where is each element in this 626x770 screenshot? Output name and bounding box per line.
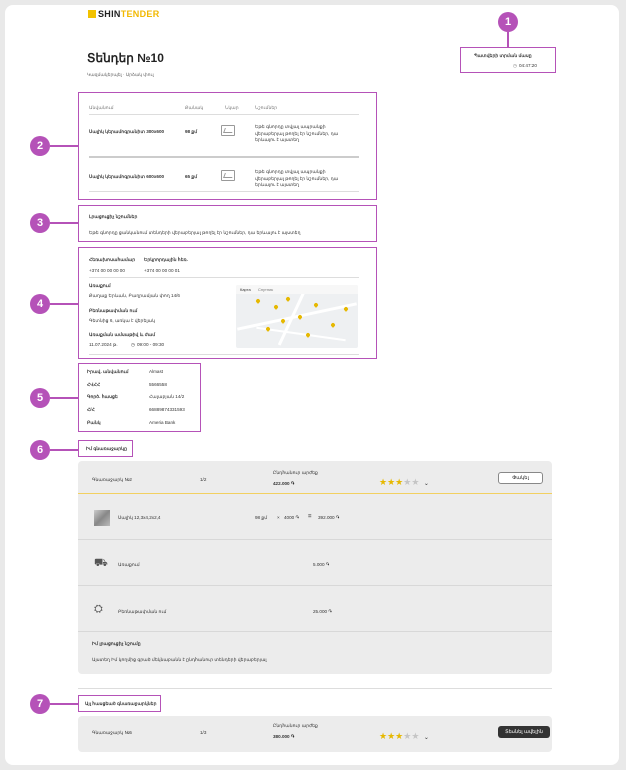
notes-title: Իմ լրացուցիչ նշումը [92,641,141,646]
star-filled-icon: ★ [379,477,388,487]
star-filled-icon: ★ [395,477,404,487]
callout-badge-6: 6 [30,440,50,460]
calc-result: 392.000 ֏ [318,515,340,520]
divider [78,631,552,632]
star-empty-icon: ★ [403,731,412,741]
date-value: 11.07.2024 թ. [89,342,118,347]
close-offer-button[interactable]: Փակել [498,472,543,484]
map-tab-satellite[interactable]: Спутник [258,287,274,292]
col-header-image: Նկար [225,105,239,110]
callout-line [50,449,78,451]
rating-stars [379,472,429,490]
extra-notes-box [78,205,377,242]
image-icon[interactable] [221,125,235,136]
chevron-down-icon[interactable]: ⌄ [423,735,429,741]
chevron-down-icon[interactable]: ⌄ [423,481,429,487]
shintender-logo[interactable]: SHINTENDER [88,9,160,19]
star-filled-icon: ★ [387,477,396,487]
time-value: 09:00 - 09:30 [137,342,165,347]
multiply-icon: × [277,515,280,520]
extra-notes-title: Լրացուցիչ նշումներ [89,214,138,219]
loader-icon: ⛭ [94,603,103,615]
phone2-value: +374 00 00 00 01 [144,268,180,273]
divider [78,493,552,494]
calc-qty: 98 քմ [255,515,268,520]
offer-label: Գնառաջարկ №2 [92,477,132,482]
page-title: Տենդեր №10 [87,51,164,65]
star-filled-icon: ★ [379,731,388,741]
company-label: Գործ. հասցե [87,394,118,399]
company-label: Իրավ. անվանում [87,369,129,374]
divider [89,354,359,355]
items-table [78,92,377,200]
item-qty: 98 քմ [185,129,198,134]
callout-badge-3: 3 [30,213,50,233]
notes-text: Այստեղ Իմ կողմից գրած մեկնաբանն է ընդհանուր տենդերի վերաբերյալ [92,657,267,662]
callout-badge-2: 2 [30,136,50,156]
total-value: 422.000 ֏ [273,481,295,486]
col-header-notes: Նշումներ [255,105,278,110]
callout-line [50,222,78,224]
total-label: Ընդհանուր արժեք [273,723,318,728]
map-pin-icon [255,298,261,304]
section-title: Իմ գնառաջարկը [86,446,128,451]
map-pin-icon [313,302,319,308]
map-pin-icon [265,326,271,332]
company-value: 66889874331593 [149,407,185,412]
unload-label: Բեռնաթափման ում [89,308,138,313]
unload-label: Բեռնաթափման ում [118,609,167,614]
col-header-qty: Քանակ [185,105,204,110]
company-value: Ameria Bank [149,420,176,425]
company-value: Almast [149,369,164,374]
date-label: Առաքման ամսաթիվ և ժամ [89,332,156,337]
offer-count: 1/3 [200,730,207,735]
total-label: Ընդհանուր արժեք [273,470,318,475]
callout-line [50,703,78,705]
callout-line [50,303,78,305]
unload-price: 25.000 ֏ [313,609,332,614]
company-label: Բանկ [87,420,101,425]
map-toolbar [236,285,358,294]
callout-badge-7: 7 [30,694,50,714]
section-title: Այլ հասցեած գնառաջարկներ [85,701,157,706]
map-pin-icon [285,296,291,302]
star-filled-icon: ★ [395,731,404,741]
product-thumbnail [94,510,110,526]
phone-value: +374 00 00 00 00 [89,268,125,273]
offer-label: Գնառաջարկ №5 [92,730,132,735]
item-note: Եթե գնորդը տվյալ ապրանքի վերաբերյալ թողել էր նշումներ, դա երևալու է այստեղ [255,169,339,187]
offer-count: 1/2 [200,477,207,482]
rating-stars [379,726,429,744]
breadcrumb: Կազմակերպել · Արձակ փուլ [87,72,154,77]
col-header-name: Անվանում [89,105,114,110]
company-value: 5566558 [149,382,167,387]
divider [89,191,359,192]
timer-label: Պատվերի տրման մասը [474,53,532,58]
view-more-button[interactable]: Տեսնել ավելին [498,726,550,738]
other-offers-section-title [78,695,161,712]
star-empty-icon: ★ [411,731,420,741]
callout-line [50,397,78,399]
total-value: 380.000 ֏ [273,734,295,739]
divider [89,156,359,158]
callout-line [50,145,78,147]
logo-mark-icon [88,10,96,18]
callout-badge-5: 5 [30,388,50,408]
timer-box [460,47,556,73]
map-tab-map[interactable]: Карта [240,287,251,292]
delivery-map[interactable] [236,285,358,348]
callout-badge-4: 4 [30,294,50,314]
phone-label: Հեռախոսահամար [89,257,136,262]
truck-icon: ⛟ [94,557,108,569]
divider [89,114,359,115]
my-offer-section-title [78,440,133,457]
address-label: Առաքում [89,283,111,288]
item-name: Սալիկ կերամոգրանիտ 600x600 [89,174,165,179]
my-offer-card [78,461,552,674]
timer-value: 04:47:20 [519,63,537,68]
item-qty: 65 քմ [185,174,198,179]
delivery-label: Առաքում [118,562,140,567]
delivery-price: 5.000 ֏ [313,562,330,567]
unload-value: Գետնից 6, առկա է վերելակ [89,318,155,323]
star-filled-icon: ★ [387,731,396,741]
map-pin-icon [330,322,336,328]
phone2-label: Երկրորդային հեռ. [144,257,188,262]
map-pin-icon [305,332,311,338]
calc-price: 4000 ֏ [284,515,299,520]
equals-icon: = [308,514,312,520]
callout-line [507,32,509,48]
company-info-box [78,363,201,432]
other-offer-card [78,716,552,752]
item-name: Սալիկ կերամոգրանիտ 300x600 [89,129,165,134]
address-value: Քաղաք Երևան, Բաղրամյան փող 14/6 [89,293,180,298]
clock-icon: ◷ [131,342,136,347]
image-icon[interactable] [221,170,235,181]
divider [78,585,552,586]
star-empty-icon: ★ [403,477,412,487]
map-pin-icon [273,304,279,310]
divider [78,688,552,689]
company-label: ՀՎՀՀ [87,382,101,387]
callout-badge-1: 1 [498,12,518,32]
company-value: Հալաբյան 14/2 [149,394,185,399]
divider [78,539,552,540]
star-empty-icon: ★ [411,477,420,487]
company-label: Հ/Հ [87,407,95,412]
product-name: Սալիկ 12,3x4,2x2,4 [118,515,161,520]
item-note: Եթե գնորդը տվյալ ապրանքի վերաբերյալ թողել էր նշումներ, դա երևալու է այստեղ [255,124,339,142]
divider [89,277,359,278]
extra-notes-text: Եթե գնորդը ցանկանում տենդերի վերաբերյալ թողել էր նշումներ, դա երևալու է այստեղ [89,230,301,235]
clock-icon: ◷ [513,63,518,68]
